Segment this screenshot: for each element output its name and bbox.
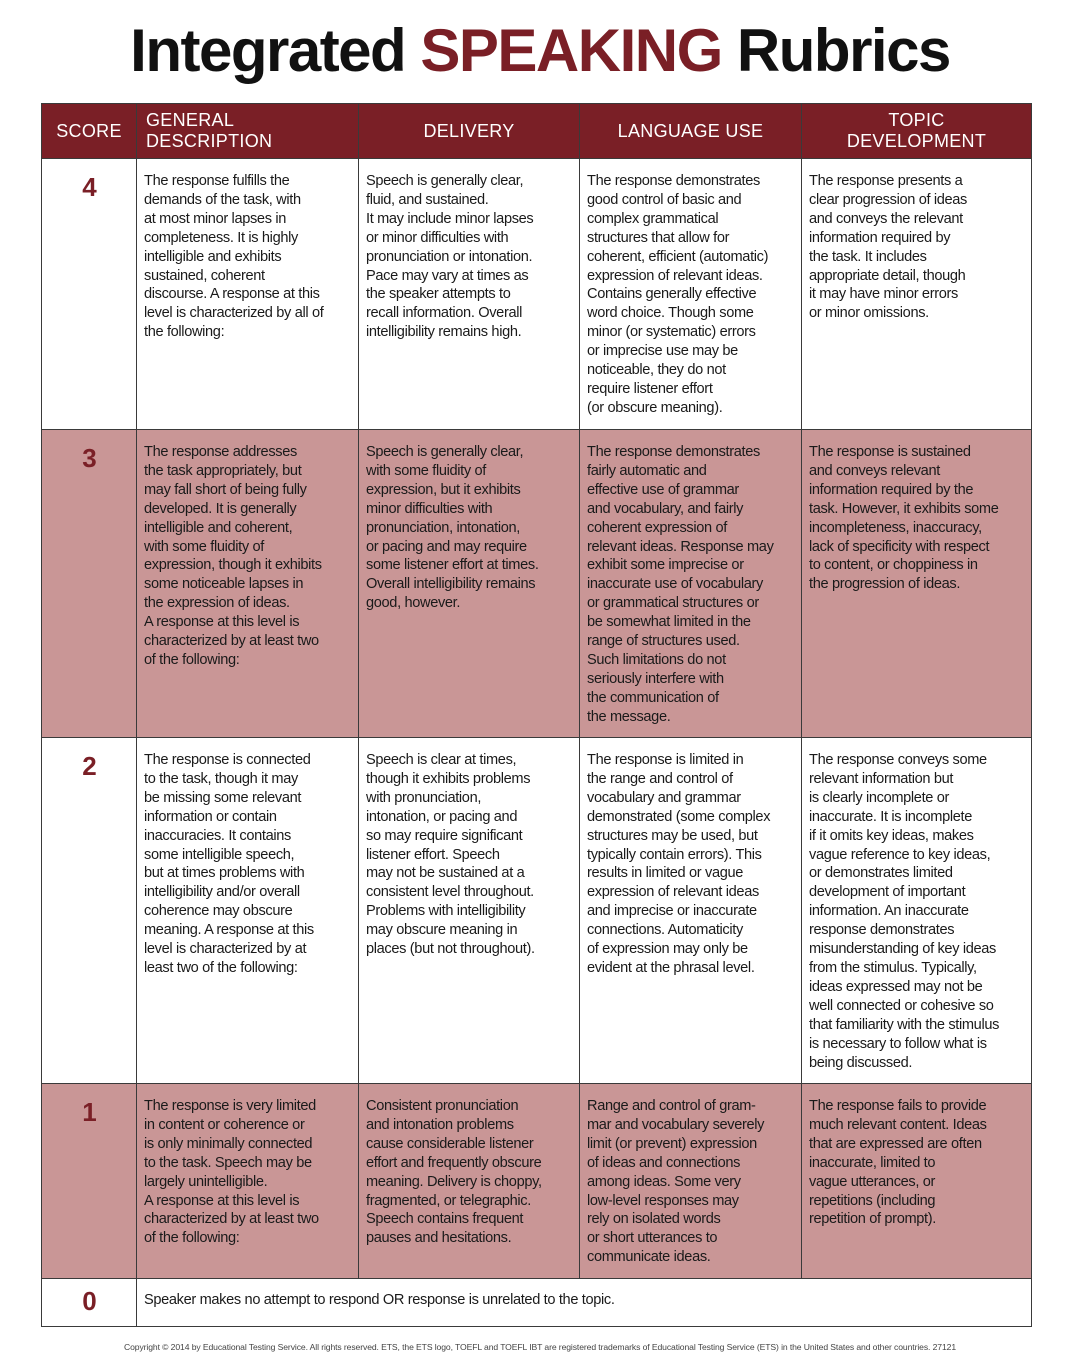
- delivery-cell: Speech is generally clear, fluid, and sustained. It may include minor lapses or minor difficulties with pronunciation or intonation. Pace may vary at times as the speaker attempts to recall information. Overall intelligibility remains high.: [359, 159, 580, 430]
- rubric-row-score-2: [42, 738, 1032, 1084]
- rubric-table: [41, 103, 1032, 1327]
- topic-development-cell: The response fails to provide much relevant content. Ideas that are expressed are often inaccurate, limited to vague utterances, or repetitions (including repetition of prompt).: [802, 1084, 1032, 1279]
- header-language-use: LANGUAGE USE: [580, 104, 802, 159]
- page-title: [0, 12, 1080, 92]
- header-topic-development: TOPIC DEVELOPMENT: [802, 104, 1032, 159]
- header-general-description: GENERAL DESCRIPTION: [137, 104, 359, 159]
- title-accent: SPEAKING: [420, 17, 722, 84]
- general-description-cell: The response addresses the task appropriately, but may fall short of being fully developed. It is generally intelligible and coherent, with some fluidity of expression, though it exhibits some noticeable lapses in the expression of ideas. A response at this level is characterized by at least two of the following:: [137, 430, 359, 738]
- rubric-row-score-4: [42, 159, 1032, 430]
- topic-development-cell: The response is sustained and conveys relevant information required by the task. However, it exhibits some incompleteness, inaccuracy, lack of specificity with respect to content, or choppiness in the progression of ideas.: [802, 430, 1032, 738]
- topic-development-cell: The response conveys some relevant information but is clearly incomplete or inaccurate. It is incomplete if it omits key ideas, makes vague reference to key ideas, or demonstrates limited development of important information. An inaccurate response demonstrates misunderstanding of key ideas from the stimulus. Typically, ideas expressed may not be well connected or cohesive so that familiarity with the stimulus is necessary to follow what is being discussed.: [802, 738, 1032, 1084]
- delivery-cell: Speech is clear at times, though it exhibits problems with pronunciation, intonation, or pacing and so may require significant listener effort. Speech may not be sustained at a consistent level throughout. Problems with intelligibility may obscure meaning in places (but not throughout).: [359, 738, 580, 1084]
- delivery-cell: Speech is generally clear, with some fluidity of expression, but it exhibits minor difficulties with pronunciation, intonation, or pacing and may require some listener effort at times. Overall intelligibility remains good, however.: [359, 430, 580, 738]
- header-row: [42, 104, 1032, 159]
- topic-development-cell: The response presents a clear progression of ideas and conveys the relevant information required by the task. It includes appropriate detail, though it may have minor errors or minor omissions.: [802, 159, 1032, 430]
- rubric-row-score-3: [42, 430, 1032, 738]
- delivery-cell: Consistent pronunciation and intonation problems cause considerable listener effort and frequently obscure meaning. Delivery is choppy, fragmented, or telegraphic. Speech contains frequent pauses and hesitations.: [359, 1084, 580, 1279]
- general-description-cell: The response fulfills the demands of the task, with at most minor lapses in completeness. It is highly intelligible and exhibits sustained, coherent discourse. A response at this level is characterized by all of the following:: [137, 159, 359, 430]
- title-suffix: Rubrics: [721, 17, 950, 84]
- rubric-row-score-1: [42, 1084, 1032, 1279]
- general-description-cell: The response is very limited in content or coherence or is only minimally connected to the task. Speech may be largely unintelligible. A response at this level is characterized by at least two of the following:: [137, 1084, 359, 1279]
- full-width-description-cell: Speaker makes no attempt to respond OR response is unrelated to the topic.: [137, 1279, 1032, 1327]
- score-cell: 2: [42, 738, 137, 1084]
- general-description-cell: The response is connected to the task, though it may be missing some relevant information or contain inaccuracies. It contains some intelligible speech, but at times problems with intelligibility and/or overall coherence may obscure meaning. A response at this level is characterized by at least two of the following:: [137, 738, 359, 1084]
- header-score: SCORE: [42, 104, 137, 159]
- score-cell: 3: [42, 430, 137, 738]
- score-cell: 4: [42, 159, 137, 430]
- language-use-cell: The response demonstrates good control of basic and complex grammatical structures that allow for coherent, efficient (automatic) expression of relevant ideas. Contains generally effective word choice. Though some minor (or systematic) errors or imprecise use may be noticeable, they do not require listener effort (or obscure meaning).: [580, 159, 802, 430]
- language-use-cell: Range and control of gram- mar and vocabulary severely limit (or prevent) expression of ideas and connections among ideas. Some very low-level responses may rely on isolated words or short utterances to communicate ideas.: [580, 1084, 802, 1279]
- score-cell: 0: [42, 1279, 137, 1327]
- score-cell: 1: [42, 1084, 137, 1279]
- header-delivery: DELIVERY: [359, 104, 580, 159]
- title-prefix: Integrated: [130, 17, 421, 84]
- copyright-footer: Copyright © 2014 by Educational Testing Service. All rights reserved. ETS, the ETS logo, TOEFL and TOEFL IBT are registered trademarks of Educational Testing Service (ETS) in the United States and other countries. 27121: [124, 1342, 956, 1352]
- rubric-row-score-0: [42, 1279, 1032, 1327]
- language-use-cell: The response is limited in the range and control of vocabulary and grammar demonstrated (some complex structures may be used, but typically contain errors). This results in limited or vague expression of relevant ideas and imprecise or inaccurate connections. Automaticity of expression may only be evident at the phrasal level.: [580, 738, 802, 1084]
- language-use-cell: The response demonstrates fairly automatic and effective use of grammar and vocabulary, and fairly coherent expression of relevant ideas. Response may exhibit some imprecise or inaccurate use of vocabulary or grammatical structures or be somewhat limited in the range of structures used. Such limitations do not seriously interfere with the communication of the message.: [580, 430, 802, 738]
